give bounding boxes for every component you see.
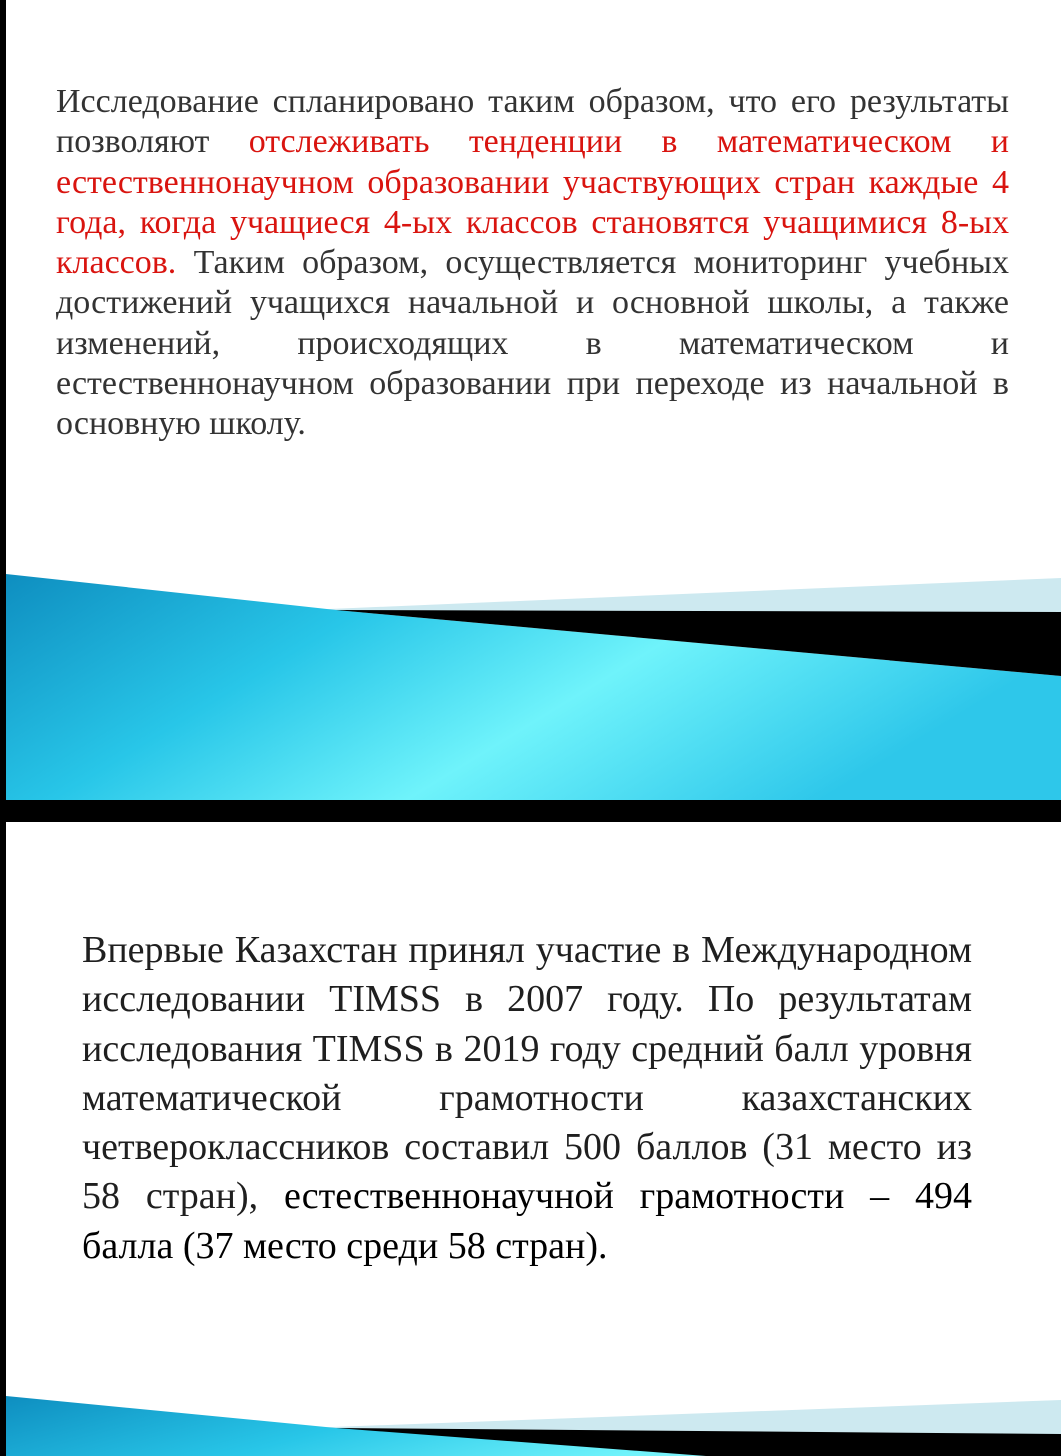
slide-2-paragraph bbox=[82, 926, 972, 1271]
slide-1-text-part-1: Исследование спланировано таким образом, что его результаты позволяют bbox=[56, 83, 1009, 161]
slide-2 bbox=[6, 822, 1061, 1456]
slide-1-paragraph bbox=[56, 82, 1009, 445]
slide-2-wave-band bbox=[6, 1378, 1061, 1456]
slide-1-pale-wedge bbox=[306, 578, 1061, 612]
slide-1 bbox=[6, 0, 1061, 800]
slide-2-text-part-2: естественнонаучной грамотности – 494 балла (37 место среди 58 стран). bbox=[82, 1175, 972, 1267]
slide-2-text-part-1: Впервые Казахстан принял участие в Международном исследовании TIMSS в 2007 году. По результатам исследования TIMSS в 2019 году средний балл уровня математической грамотности казахстанских четвероклассников составил 500 баллов (31 место из 58 стран), bbox=[82, 929, 972, 1218]
slide-1-wave-band bbox=[6, 574, 1061, 800]
slide-1-text-part-2: Таким образом, осуществляется мониторинг учебных достижений учащихся начальной и основной школы, а также изменений, происходящих в математическом и естественнонаучном образовании при переходе из начальной в основную школу. bbox=[56, 244, 1009, 443]
slide-1-highlight-text: отслеживать тенденции в математическом и естественнонаучном образовании участвующих стран каждые 4 года, когда учащиеся 4-ых классов становятся учащимися 8-ых классов. bbox=[56, 123, 1010, 282]
